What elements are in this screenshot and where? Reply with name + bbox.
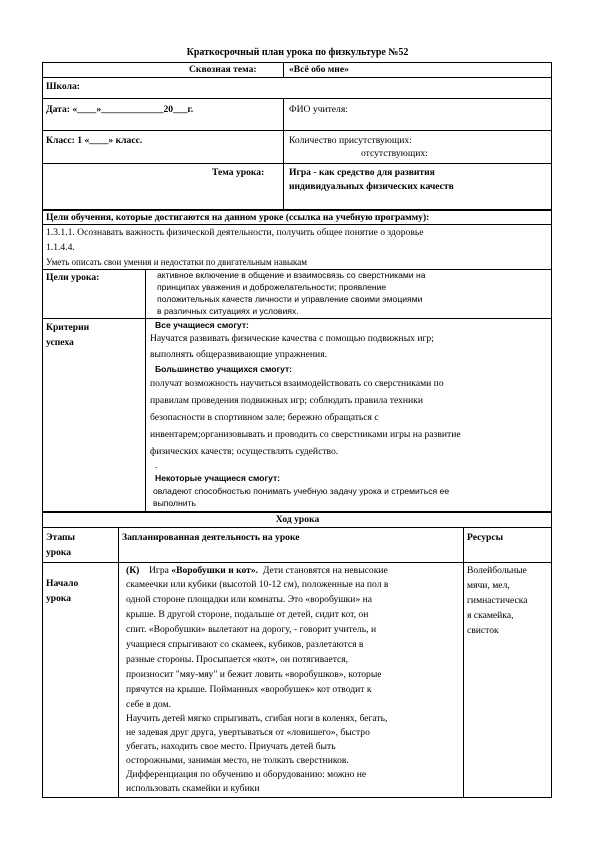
criteria-all-line: выполнять общеразвивающие упражнения. bbox=[150, 349, 328, 360]
criteria-most-line: инвентарем;организовывать и проводить со сверстниками игры на развитие bbox=[150, 429, 461, 440]
criteria-most-line: физических качеств; осуществлять судейство. bbox=[150, 446, 339, 457]
stage-start: урока bbox=[46, 593, 72, 604]
resource-item: Волейбольные bbox=[467, 565, 527, 576]
differentiation-line: Дифференциация по обучению и оборудованию: можно не bbox=[126, 769, 367, 780]
activity-line: Дети становятся на невысокие bbox=[262, 565, 388, 576]
teach-line: осторожными, занимая место, не толкать сверстников. bbox=[126, 755, 349, 766]
lesson-goals-label: Цели урока: bbox=[46, 272, 100, 283]
page-title: Краткосрочный план урока по физкультуре №52 bbox=[186, 47, 409, 58]
topic-value-line-2: индивидуальных физических качеств bbox=[289, 181, 454, 192]
activity-first-line bbox=[126, 564, 388, 578]
resource-item: гимнастическа bbox=[467, 595, 528, 606]
stages-header: Этапы bbox=[46, 532, 76, 543]
game-intro: Игра bbox=[148, 565, 169, 576]
lesson-goals-line: активное включение в общение и взаимосвязь со сверстниками на bbox=[157, 270, 426, 280]
criteria-most-heading: Большинство учащихся смогут: bbox=[155, 364, 293, 374]
activity-line: скамеечки или кубики (высотой 10-12 см), положенные на пол в bbox=[126, 579, 389, 590]
lesson-goals-line: в различных ситуациях и условиях. bbox=[157, 306, 299, 316]
present-field: Количество присутствующих: bbox=[289, 135, 412, 146]
activity-line: себе в дом. bbox=[126, 699, 171, 710]
stages-header: урока bbox=[46, 547, 72, 558]
criteria-some-heading: Некоторые учащиеся смогут: bbox=[155, 473, 281, 483]
resources-header: Ресурсы bbox=[467, 532, 504, 543]
lesson-goals-line: принципах уважения и доброжелательности; проявление bbox=[157, 282, 387, 292]
differentiation-line: использовать скамейки и кубики bbox=[126, 783, 260, 794]
criteria-some-line: овладеют способностью понимать учебную задачу урока и стремиться ее bbox=[153, 486, 450, 496]
teach-line: не задевая друг друга, увертываться от «ловишего», быстро bbox=[126, 727, 370, 738]
teach-line: убегать, находить свое место. Приучать детей быть bbox=[126, 741, 336, 752]
teacher-field: ФИО учителя: bbox=[289, 104, 348, 115]
goals-heading: Цели обучения, которые достигаются на данном уроке (ссылка на учебную программу): bbox=[46, 212, 430, 223]
activity-line: прячутся на крыше. Пойманных «воробушек» кот отводит к bbox=[126, 684, 372, 695]
resource-item: я скамейка, bbox=[467, 610, 514, 621]
date-field: Дата: «____»_____________20___г. bbox=[46, 104, 194, 115]
criteria-some-line: выполнить bbox=[153, 498, 196, 508]
activity-line: разные стороны. Просыпается «кот», он потягивается, bbox=[126, 654, 349, 665]
criteria-label: Критерии bbox=[46, 322, 90, 333]
course-heading: Ход урока bbox=[275, 514, 320, 525]
goals-line-3: Уметь описать свои умения и недостатки по двигательным навыкам bbox=[46, 257, 307, 267]
resource-item: мячи, мел, bbox=[467, 580, 510, 591]
topic-value-line-1: Игра - как средство для развития bbox=[289, 167, 435, 178]
activity-header: Запланированная деятельность на уроке bbox=[122, 532, 300, 543]
criteria-most-line: безопасности в спортивном зале; бережно обращаться с bbox=[150, 412, 379, 423]
goals-line-2: 1.1.4.4. bbox=[46, 242, 75, 253]
activity-line: одной стороне площадки или комнаты. Это «воробушки» на bbox=[126, 594, 373, 605]
criteria-label: успеха bbox=[46, 337, 74, 348]
activity-line: произносит "мяу-мяу" и бежит ловить «воробушков», которые bbox=[126, 669, 382, 680]
criteria-most-line: получат возможность научиться взаимодействовать со сверстниками по bbox=[150, 378, 444, 389]
criteria-all-heading: Все учащиеся смогут: bbox=[155, 320, 249, 330]
criteria-dot: . bbox=[155, 460, 158, 471]
goals-line-1: 1.3.1.1. Осознавать важность физической деятельности, получить общее понятие о здоровье bbox=[46, 227, 424, 238]
game-name: «Воробушки и кот». bbox=[171, 565, 259, 576]
theme-value: «Всё обо мне» bbox=[289, 64, 349, 75]
school-field: Школа: bbox=[46, 81, 80, 92]
criteria-all-line: Научатся развивать физические качества с помощью подвижных игр; bbox=[150, 333, 434, 344]
competency-tag: (К) bbox=[126, 565, 140, 576]
resource-item: свисток bbox=[467, 625, 499, 636]
theme-label: Сквозная тема: bbox=[189, 64, 257, 75]
stage-start: Начало bbox=[46, 578, 79, 589]
absent-field: отсутствующих: bbox=[361, 148, 428, 159]
lesson-goals-line: положительных качеств личности и управление своими эмоциями bbox=[157, 294, 423, 304]
criteria-most-line: правилам проведения подвижных игр; соблюдать правила техники bbox=[150, 395, 423, 406]
class-field: Класс: 1 «____» класс. bbox=[46, 135, 143, 146]
teach-line: Научить детей мягко спрыгивать, сгибая ноги в коленях, бегать, bbox=[126, 713, 388, 724]
activity-line: учащиеся спрыгивают со скамеек, кубиков, разлетаются в bbox=[126, 639, 364, 650]
topic-label: Тема урока: bbox=[212, 167, 265, 178]
activity-line: спит. «Воробушки» вылетают на дорогу, - говорит учитель, и bbox=[126, 624, 377, 635]
activity-line: крыше. В другой стороне, подальше от детей, сидит кот, он bbox=[126, 609, 369, 620]
